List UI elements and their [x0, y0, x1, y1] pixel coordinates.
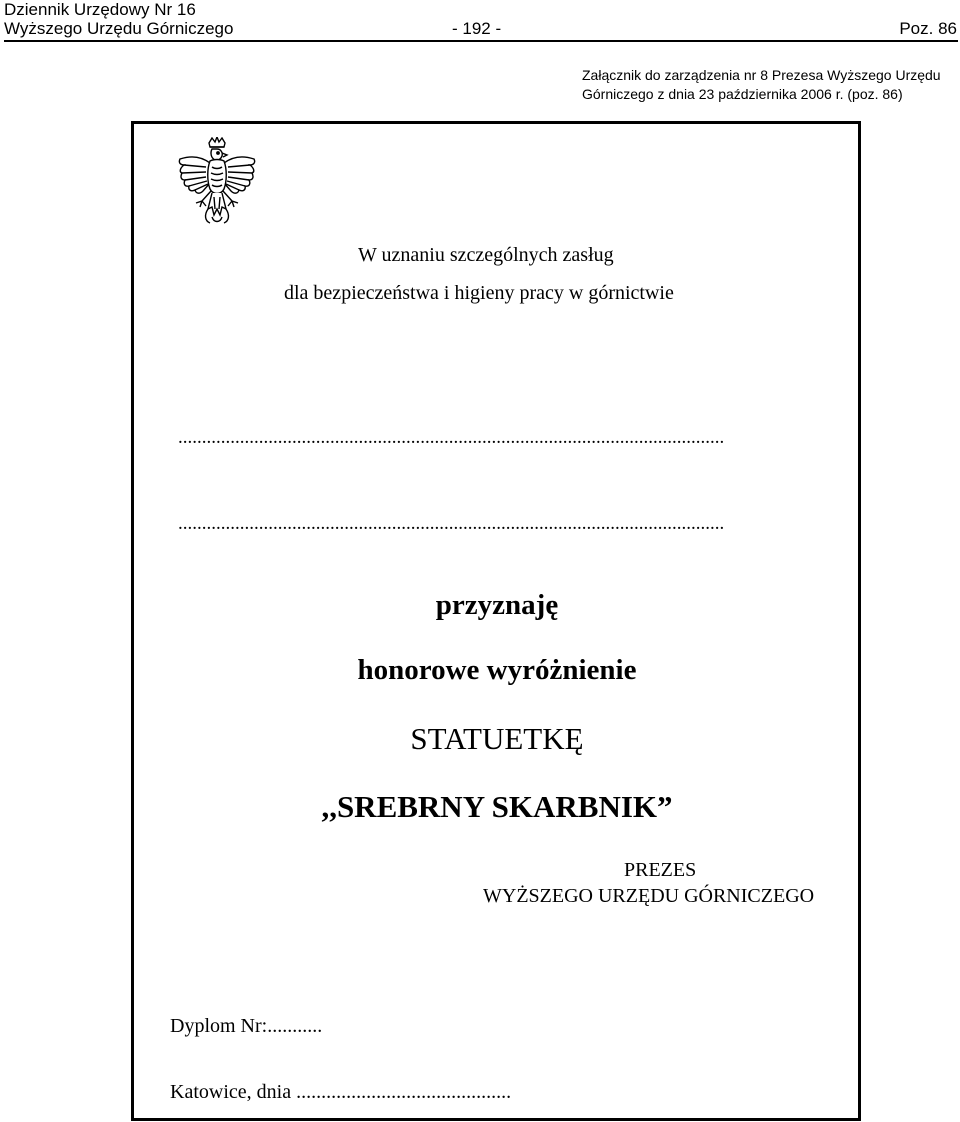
- intro-line2: dla bezpieczeństwa i higieny pracy w górnictwie: [284, 282, 674, 304]
- diploma-number: Dyplom Nr:...........: [170, 1015, 323, 1037]
- annex-note: [582, 66, 958, 104]
- place-and-date: Katowice, dnia ...........................................: [170, 1081, 512, 1103]
- page-number: - 192 -: [452, 19, 502, 38]
- annex-line1: Załącznik do zarządzenia nr 8 Prezesa Wyższego Urzędu: [582, 67, 941, 83]
- header-divider: [4, 40, 958, 42]
- journal-title-line2: Wyższego Urzędu Górniczego: [4, 19, 234, 38]
- award-name: ,,SREBRNY SKARBNIK”: [321, 789, 673, 824]
- signatory-title: PREZES: [624, 859, 697, 881]
- award-text: honorowe wyróżnienie: [357, 654, 637, 686]
- recipient-dotted-line: ...................................................................................................................: [178, 427, 725, 448]
- recipient-dotted-line-2: ...................................................................................................................: [178, 513, 725, 534]
- grant-text: przyznaję: [435, 589, 559, 621]
- signatory-office: WYŻSZEGO URZĘDU GÓRNICZEGO: [483, 885, 815, 907]
- certificate-frame: [131, 121, 861, 1121]
- award-object: STATUETKĘ: [410, 721, 584, 756]
- intro-line1: W uznaniu szczególnych zasług: [358, 244, 614, 266]
- polish-eagle-icon: [172, 137, 262, 229]
- position-number: Poz. 86: [899, 19, 957, 38]
- journal-title-line1: Dziennik Urzędowy Nr 16: [4, 0, 196, 19]
- annex-line2: Górniczego z dnia 23 października 2006 r. (poz. 86): [582, 86, 903, 102]
- journal-title: [4, 0, 233, 38]
